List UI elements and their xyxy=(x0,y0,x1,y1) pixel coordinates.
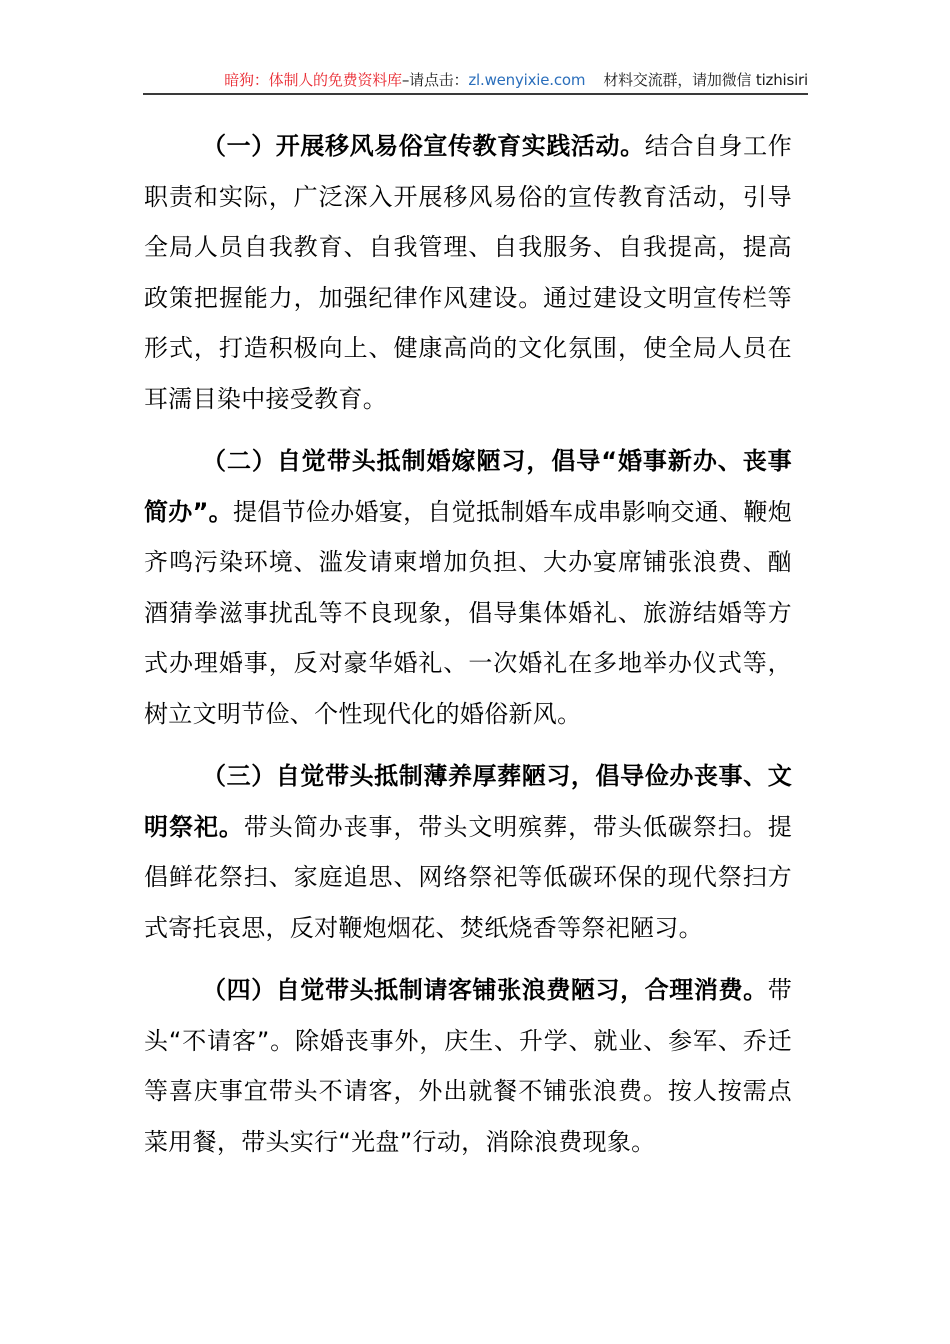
paragraph-4-body: 带头“不请客”。除婚丧事外，庆生、升学、就业、参军、乔迁等喜庆事宜带头不请客，外出就餐不铺张浪费。按人按需点菜用餐，带头实行“光盘”行动，消除浪费现象。 xyxy=(144,976,792,1156)
paragraph-1-heading: （一）开展移风易俗宣传教育实践活动。 xyxy=(202,132,645,160)
paragraph-3-body: 带头简办丧事，带头文明殡葬，带头低碳祭扫。提倡鲜花祭扫、家庭追思、网络祭祀等低碳环保的现代祭扫方式寄托哀思，反对鞭炮烟花、焚纸烧香等祭祀陋习。 xyxy=(144,812,792,942)
paragraph-1-body: 结合自身工作职责和实际，广泛深入开展移风易俗的宣传教育活动，引导全局人员自我教育、自我管理、自我服务、自我提高，提高政策把握能力，加强纪律作风建设。通过建设文明宣传栏等形式，打造积极向上、健康高尚的文化氛围，使全局人员在耳濡目染中接受教育。 xyxy=(144,132,792,413)
paragraph-1 xyxy=(144,121,792,424)
paragraph-3-heading: （三）自觉带头抵制薄养厚葬陋习，倡导俭办丧事、文明祭祀。 xyxy=(144,762,792,841)
site-name: 暗狗：体制人的免费资料库 xyxy=(224,71,402,89)
header-divider xyxy=(143,93,808,95)
click-prompt: –请点击： xyxy=(401,71,469,89)
paragraph-2-body: 提倡节俭办婚宴，自觉抵制婚车成串影响交通、鞭炮齐鸣污染环境、滥发请柬增加负担、大办宴席铺张浪费、酗酒猜拳滋事扰乱等不良现象，倡导集体婚礼、旅游结婚等方式办理婚事，反对豪华婚礼、一次婚礼在多地举办仪式等，树立文明节俭、个性现代化的婚俗新风。 xyxy=(144,497,792,728)
wechat-group-text: 材料交流群，请加微信 tizhisiri xyxy=(603,71,808,89)
paragraph-2 xyxy=(144,436,792,739)
document-body xyxy=(144,121,792,1179)
paragraph-3 xyxy=(144,751,792,953)
page-header xyxy=(143,68,808,92)
paragraph-4 xyxy=(144,965,792,1167)
site-url-link[interactable]: zl.wenyixie.com xyxy=(468,71,586,89)
paragraph-2-heading: （二）自觉带头抵制婚嫁陋习，倡导“婚事新办、丧事简办”。 xyxy=(144,447,792,526)
paragraph-4-heading: （四）自觉带头抵制请客铺张浪费陋习，合理消费。 xyxy=(202,976,768,1004)
